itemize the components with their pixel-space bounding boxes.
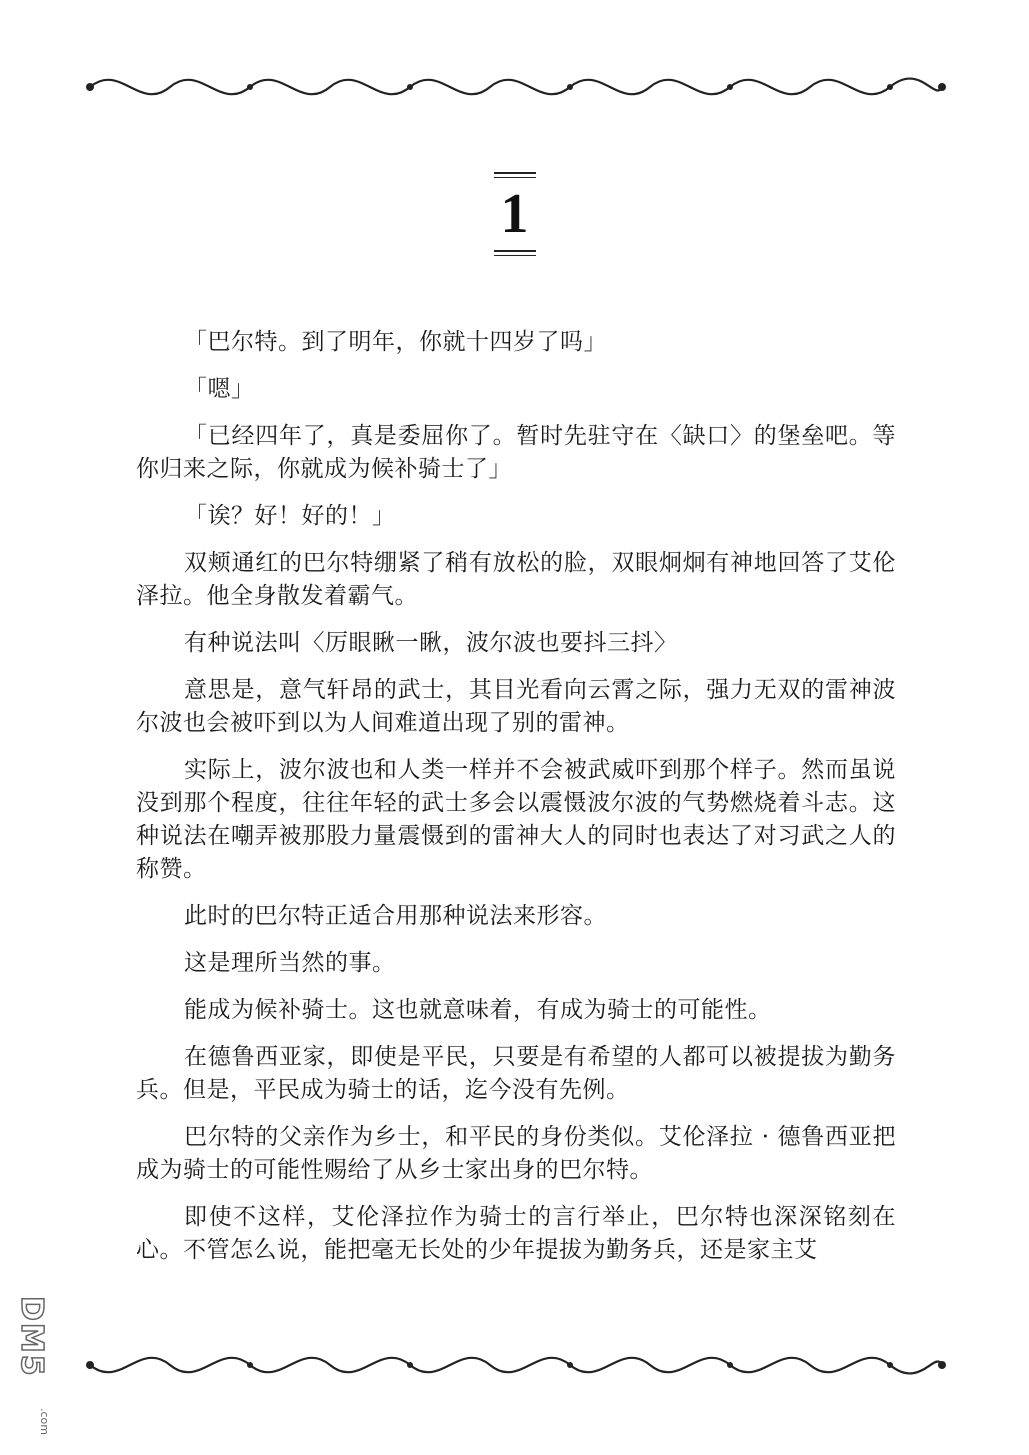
paragraph: 即使不这样，艾伦泽拉作为骑士的言行举止，巴尔特也深深铭刻在心。不管怎么说，能把毫无长处的少年提拔为勤务兵，还是家主艾 — [136, 1204, 896, 1263]
chapter-number: 1 — [500, 183, 529, 245]
paragraph: 有种说法叫〈厉眼瞅一瞅，波尔波也要抖三抖〉 — [184, 630, 678, 656]
top-ornament-border — [80, 62, 950, 112]
paragraph: 意思是，意气轩昂的武士，其目光看向云霄之际，强力无双的雷神波尔波也会被吓到以为人间难道出现了别的雷神。 — [136, 677, 896, 736]
paragraph: 实际上，波尔波也和人类一样并不会被武威吓到那个样子。然而虽说没到那个程度，往往年轻的武士多会以震慑波尔波的气势燃烧着斗志。这种说法在嘲弄被那股力量震慑到的雷神大人的同时也表达了对习武之人的称赞。 — [136, 757, 896, 882]
paragraph: 「巴尔特。到了明年，你就十四岁了吗」 — [184, 329, 607, 355]
dm5-watermark-logo — [10, 1296, 52, 1446]
paragraph: 巴尔特的父亲作为乡士，和平民的身份类似。艾伦泽拉 · 德鲁西亚把成为骑士的可能性赐给了从乡士家出身的巴尔特。 — [136, 1124, 896, 1183]
paragraph: 「诶？好！好的！」 — [184, 503, 396, 529]
paragraph: 能成为候补骑士。这也就意味着，有成为骑士的可能性。 — [184, 997, 772, 1023]
watermark-site-text: .com — [38, 1408, 51, 1435]
paragraph: 在德鲁西亚家，即使是平民，只要是有希望的人都可以被提拔为勤务兵。但是，平民成为骑士的话，迄今没有先例。 — [136, 1044, 896, 1103]
paragraph: 双颊通红的巴尔特绷紧了稍有放松的脸，双眼炯炯有神地回答了艾伦泽拉。他全身散发着霸气。 — [136, 550, 896, 609]
chapter-heading — [0, 172, 1029, 256]
paragraph: 「嗯」 — [184, 376, 255, 402]
chapter-rule-bottom — [494, 250, 536, 256]
paragraph: 这是理所当然的事。 — [184, 950, 396, 976]
watermark-logo-text: DM5 — [14, 1296, 49, 1378]
paragraph: 此时的巴尔特正适合用那种说法来形容。 — [184, 903, 607, 929]
paragraph: 「已经四年了，真是委屈你了。暂时先驻守在〈缺口〉的堡垒吧。等你归来之际，你就成为候补骑士了」 — [136, 423, 896, 482]
bottom-ornament-border — [80, 1340, 950, 1390]
body-text — [136, 326, 896, 1281]
